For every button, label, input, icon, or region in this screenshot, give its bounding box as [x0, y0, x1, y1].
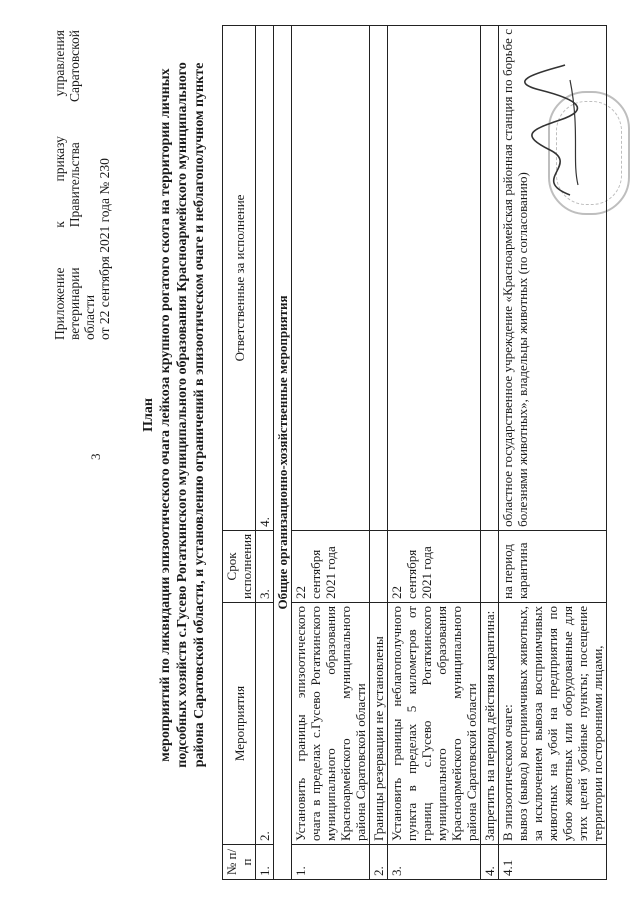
annex-word: Приложение — [52, 267, 67, 340]
column-number-row — [256, 26, 274, 880]
row-responsible — [481, 26, 499, 531]
row-num: 1. — [292, 845, 370, 880]
annex-word: управления — [52, 30, 67, 97]
header-responsible: Ответственные за исполнение — [223, 26, 256, 531]
row-action: Установить границы неблагополучного пункта в пределах 5 километров от границ с.Гусево Рогаткинского муниципального образования Красноармейского муниципального района Саратовской области — [388, 603, 481, 845]
annex-word: Правительства — [67, 142, 82, 228]
annex-line-3: области — [82, 294, 97, 340]
title-heading: План — [141, 398, 156, 432]
table-row — [292, 26, 370, 880]
title-text: мероприятий по ликвидации эпизоотического очага лейкоза крупного рогатого скота на территории личных подсобных хозяйств с.Гусево Рогаткинского муниципального образования Красноармейского муниципального района Саратовской области, и установлению ограничений в эпизоотическом очаге и неблагополучном пункте — [158, 62, 207, 768]
header-term: Срок исполнения — [223, 530, 256, 602]
row-action: В эпизоотическом очаге: вывоз (вывод) восприимчивых животных, за исключением вывоза восприимчивых животных на убой на предприятия по убою животных или оборудованные для этих целей убойные пункты; посещение территории посторонними лицами, — [499, 603, 607, 845]
section-row — [274, 26, 292, 880]
col-number: 4. — [256, 26, 274, 531]
row-term — [481, 530, 499, 602]
row-num: 4.1 — [499, 845, 607, 880]
page-number: 3 — [88, 453, 103, 460]
annex-block — [52, 30, 112, 340]
col-number: 1. — [256, 845, 274, 880]
row-responsible — [388, 26, 481, 531]
row-num: 4. — [481, 845, 499, 880]
table-row — [481, 26, 499, 880]
row-responsible — [370, 26, 388, 531]
col-number: 3. — [256, 530, 274, 602]
annex-word: ветеринарии — [67, 267, 82, 340]
annex-word: приказу — [52, 136, 67, 182]
document-title — [140, 55, 208, 775]
row-term: на период карантина — [499, 530, 607, 602]
row-responsible: областное государственное учреждение «Красноармейская районная станция по борьбе с болезнями животных», владельцы животных (по согласованию) — [499, 26, 607, 531]
annex-line-4: от 22 сентября 2021 года № 230 — [97, 158, 112, 340]
plan-table — [222, 25, 607, 880]
row-term: 22 сентября 2021 года — [292, 530, 370, 602]
annex-word: Саратовской — [67, 30, 82, 103]
annex-line-1 — [52, 30, 67, 340]
header-action: Мероприятия — [223, 603, 256, 845]
row-term — [370, 530, 388, 602]
table-header-row — [223, 26, 256, 880]
table-row — [370, 26, 388, 880]
row-responsible — [292, 26, 370, 531]
table-row — [388, 26, 481, 880]
annex-word: к — [52, 221, 67, 228]
col-number: 2. — [256, 603, 274, 845]
table-row — [499, 26, 607, 880]
row-term: 22 сентября 2021 года — [388, 530, 481, 602]
row-action: Границы резервации не установлены — [370, 603, 388, 845]
row-num: 2. — [370, 845, 388, 880]
row-num: 3. — [388, 845, 481, 880]
row-action: Установить границы эпизоотического очага в пределах с.Гусево Рогаткинского муниципального образования Красноармейского муниципального района Саратовской области — [292, 603, 370, 845]
row-action: Запретить на период действия карантина: — [481, 603, 499, 845]
section-title: Общие организационно-хозяйственные мероприятия — [274, 26, 292, 880]
annex-line-2 — [67, 30, 82, 340]
header-num: № п/п — [223, 845, 256, 880]
